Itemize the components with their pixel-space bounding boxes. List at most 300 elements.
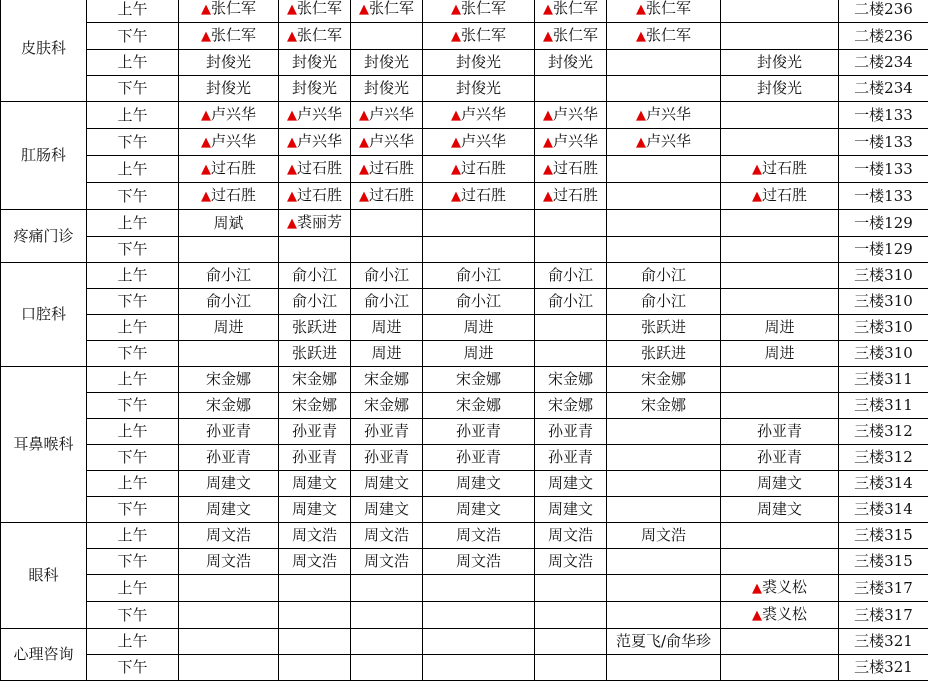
doctor-cell [535,76,607,102]
doctor-name: 过石胜 [461,159,506,177]
table-row [1,393,928,419]
doctor-name: 卢兴华 [461,132,506,150]
doctor-cell [279,367,351,393]
red-triangle-icon: ▲ [201,2,211,17]
doctor-name: 周进 [463,344,493,362]
doctor-name: 俞小江 [292,266,337,284]
doctor-name: 周文浩 [641,526,686,544]
doctor-cell [179,129,279,156]
room-cell: 三楼312 [839,445,928,471]
doctor-cell [721,237,839,263]
red-triangle-icon: ▲ [287,108,297,123]
red-triangle-icon: ▲ [201,108,211,123]
doctor-name: 过石胜 [461,186,506,204]
doctor-name: 周文浩 [292,526,337,544]
doctor-cell [351,602,423,629]
period-cell: 下午 [87,602,179,629]
doctor-cell [179,575,279,602]
doctor-cell [535,289,607,315]
doctor-name: 张仁军 [553,26,598,44]
doctor-cell [721,575,839,602]
doctor-name: 张仁军 [369,0,414,17]
doctor-name: 宋金娜 [292,370,337,388]
doctor-cell [179,50,279,76]
doctor-name: 俞小江 [548,266,593,284]
table-row [1,629,928,655]
doctor-cell [721,23,839,50]
doctor-cell [535,575,607,602]
doctor-cell [351,629,423,655]
doctor-cell [607,602,721,629]
table-row [1,315,928,341]
red-triangle-icon: ▲ [287,189,297,204]
doctor-name: 裘丽芳 [297,213,342,231]
doctor-cell [607,50,721,76]
doctor-name: 宋金娜 [641,396,686,414]
doctor-name: 周建文 [757,474,802,492]
doctor-cell [721,129,839,156]
doctor-name: 卢兴华 [297,132,342,150]
doctor-cell [279,237,351,263]
doctor-cell [607,23,721,50]
doctor-name: 封俊光 [206,79,251,97]
department-name: 疼痛门诊 [1,210,87,263]
doctor-name: 张仁军 [297,26,342,44]
doctor-cell [535,367,607,393]
doctor-cell [423,23,535,50]
table-row [1,0,928,23]
doctor-name: 张仁军 [461,26,506,44]
doctor-name: 宋金娜 [292,396,337,414]
doctor-name: 卢兴华 [553,132,598,150]
table-row [1,602,928,629]
doctor-name: 宋金娜 [364,396,409,414]
red-triangle-icon: ▲ [359,189,369,204]
room-cell: 二楼236 [839,23,928,50]
doctor-cell [179,655,279,681]
doctor-cell [423,102,535,129]
doctor-name: 周建文 [548,474,593,492]
period-cell: 上午 [87,315,179,341]
period-cell: 上午 [87,50,179,76]
doctor-cell [279,575,351,602]
department-name: 皮肤科 [1,0,87,102]
red-triangle-icon: ▲ [752,162,762,177]
doctor-cell [607,129,721,156]
doctor-cell [423,156,535,183]
doctor-name: 孙亚青 [456,422,501,440]
doctor-cell [351,315,423,341]
doctor-cell [607,419,721,445]
doctor-cell [607,523,721,549]
red-triangle-icon: ▲ [201,162,211,177]
doctor-cell [721,156,839,183]
doctor-cell [535,445,607,471]
doctor-cell [179,602,279,629]
doctor-name: 张跃进 [641,318,686,336]
doctor-cell [351,263,423,289]
table-row [1,50,928,76]
doctor-cell [423,315,535,341]
doctor-cell [721,393,839,419]
doctor-cell [179,0,279,23]
doctor-cell [179,341,279,367]
doctor-name: 周斌 [213,214,243,232]
doctor-name: 卢兴华 [646,105,691,123]
doctor-name: 宋金娜 [206,396,251,414]
table-row [1,183,928,210]
room-cell: 三楼310 [839,315,928,341]
room-cell: 三楼315 [839,523,928,549]
doctor-name: 封俊光 [757,79,802,97]
table-row [1,575,928,602]
doctor-cell [179,289,279,315]
doctor-name: 周建文 [456,500,501,518]
doctor-cell [535,471,607,497]
doctor-name: 宋金娜 [456,396,501,414]
table-row [1,367,928,393]
doctor-name: 裘义松 [762,605,807,623]
doctor-name: 孙亚青 [206,448,251,466]
doctor-name: 宋金娜 [641,370,686,388]
doctor-name: 过石胜 [211,186,256,204]
doctor-cell [179,102,279,129]
period-cell: 下午 [87,445,179,471]
doctor-cell [423,471,535,497]
doctor-name: 孙亚青 [292,422,337,440]
doctor-cell [179,393,279,419]
doctor-name: 范夏飞/俞华珍 [616,632,711,650]
doctor-cell [721,210,839,237]
room-cell: 三楼310 [839,263,928,289]
table-row [1,523,928,549]
period-cell: 下午 [87,393,179,419]
doctor-cell [535,523,607,549]
doctor-cell [423,289,535,315]
red-triangle-icon: ▲ [287,216,297,231]
doctor-cell [607,210,721,237]
doctor-cell [721,289,839,315]
doctor-name: 孙亚青 [206,422,251,440]
doctor-name: 卢兴华 [369,132,414,150]
period-cell: 上午 [87,0,179,23]
doctor-cell [535,156,607,183]
red-triangle-icon: ▲ [543,135,553,150]
table-row [1,102,928,129]
period-cell: 上午 [87,210,179,237]
doctor-cell [423,237,535,263]
doctor-name: 封俊光 [292,53,337,71]
red-triangle-icon: ▲ [451,29,461,44]
doctor-cell [423,523,535,549]
period-cell: 上午 [87,575,179,602]
doctor-cell [721,183,839,210]
doctor-cell [279,602,351,629]
doctor-name: 封俊光 [364,53,409,71]
doctor-name: 宋金娜 [456,370,501,388]
doctor-name: 孙亚青 [364,422,409,440]
doctor-name: 过石胜 [553,186,598,204]
red-triangle-icon: ▲ [287,2,297,17]
doctor-cell [351,471,423,497]
doctor-cell [535,263,607,289]
doctor-name: 卢兴华 [211,132,256,150]
doctor-cell [279,315,351,341]
period-cell: 上午 [87,156,179,183]
table-row [1,129,928,156]
doctor-cell [351,497,423,523]
doctor-name: 周进 [213,318,243,336]
doctor-name: 封俊光 [757,53,802,71]
doctor-cell [535,129,607,156]
doctor-name: 封俊光 [292,79,337,97]
doctor-name: 卢兴华 [369,105,414,123]
doctor-cell [721,629,839,655]
doctor-cell [423,655,535,681]
doctor-cell [279,655,351,681]
doctor-name: 周进 [764,318,794,336]
doctor-name: 俞小江 [641,266,686,284]
doctor-cell [423,129,535,156]
doctor-cell [721,471,839,497]
red-triangle-icon: ▲ [451,135,461,150]
doctor-name: 张跃进 [292,344,337,362]
period-cell: 下午 [87,289,179,315]
doctor-name: 周建文 [206,474,251,492]
red-triangle-icon: ▲ [287,162,297,177]
red-triangle-icon: ▲ [543,2,553,17]
room-cell: 三楼317 [839,602,928,629]
doctor-cell [279,523,351,549]
doctor-name: 周建文 [548,500,593,518]
doctor-cell [279,76,351,102]
doctor-cell [279,102,351,129]
doctor-cell [179,315,279,341]
doctor-cell [423,50,535,76]
room-cell: 三楼314 [839,471,928,497]
doctor-cell [721,50,839,76]
department-name: 耳鼻喉科 [1,367,87,523]
doctor-name: 过石胜 [297,159,342,177]
red-triangle-icon: ▲ [636,108,646,123]
doctor-name: 宋金娜 [364,370,409,388]
doctor-cell [423,575,535,602]
red-triangle-icon: ▲ [359,2,369,17]
doctor-cell [721,497,839,523]
doctor-cell [279,0,351,23]
doctor-cell [607,549,721,575]
doctor-cell [179,419,279,445]
doctor-cell [351,523,423,549]
doctor-name: 过石胜 [553,159,598,177]
red-triangle-icon: ▲ [201,29,211,44]
doctor-cell [721,655,839,681]
doctor-cell [351,655,423,681]
doctor-cell [535,497,607,523]
doctor-name: 俞小江 [292,292,337,310]
table-row [1,76,928,102]
doctor-cell [279,497,351,523]
doctor-name: 孙亚青 [548,422,593,440]
doctor-cell [423,497,535,523]
doctor-name: 宋金娜 [548,396,593,414]
period-cell: 下午 [87,497,179,523]
doctor-cell [423,445,535,471]
doctor-cell [607,471,721,497]
doctor-cell [535,655,607,681]
doctor-cell [179,497,279,523]
doctor-cell [351,0,423,23]
doctor-name: 周文浩 [548,526,593,544]
table-row [1,210,928,237]
doctor-cell [423,419,535,445]
room-cell: 三楼315 [839,549,928,575]
doctor-cell [423,210,535,237]
doctor-cell [351,210,423,237]
doctor-cell [607,289,721,315]
doctor-cell [179,23,279,50]
doctor-cell [607,655,721,681]
red-triangle-icon: ▲ [543,189,553,204]
doctor-cell [423,393,535,419]
doctor-cell [607,629,721,655]
room-cell: 一楼133 [839,102,928,129]
doctor-cell [535,0,607,23]
room-cell: 一楼133 [839,183,928,210]
table-row [1,23,928,50]
doctor-cell [607,156,721,183]
doctor-name: 封俊光 [364,79,409,97]
doctor-name: 孙亚青 [757,422,802,440]
red-triangle-icon: ▲ [543,162,553,177]
doctor-cell [423,367,535,393]
doctor-name: 张仁军 [211,0,256,17]
schedule-body [1,0,928,681]
doctor-cell [607,237,721,263]
doctor-cell [423,263,535,289]
doctor-cell [607,76,721,102]
room-cell: 三楼314 [839,497,928,523]
doctor-cell [179,210,279,237]
doctor-name: 孙亚青 [757,448,802,466]
doctor-cell [351,23,423,50]
doctor-name: 过石胜 [211,159,256,177]
red-triangle-icon: ▲ [287,135,297,150]
doctor-cell [535,210,607,237]
doctor-cell [279,156,351,183]
doctor-name: 周建文 [757,500,802,518]
room-cell: 三楼310 [839,341,928,367]
table-row [1,471,928,497]
doctor-cell [351,289,423,315]
doctor-name: 卢兴华 [461,105,506,123]
doctor-cell [351,237,423,263]
doctor-cell [721,76,839,102]
doctor-cell [721,367,839,393]
doctor-name: 周文浩 [456,552,501,570]
doctor-cell [607,575,721,602]
doctor-cell [351,445,423,471]
room-cell: 三楼321 [839,655,928,681]
doctor-cell [351,129,423,156]
doctor-name: 周文浩 [206,526,251,544]
room-cell: 二楼234 [839,50,928,76]
room-cell: 三楼317 [839,575,928,602]
period-cell: 上午 [87,367,179,393]
doctor-name: 俞小江 [456,292,501,310]
doctor-cell [721,445,839,471]
red-triangle-icon: ▲ [359,108,369,123]
doctor-cell [351,156,423,183]
department-name: 眼科 [1,523,87,629]
doctor-name: 周建文 [292,474,337,492]
doctor-cell [279,629,351,655]
period-cell: 上午 [87,102,179,129]
doctor-cell [423,341,535,367]
doctor-cell [279,23,351,50]
doctor-cell [607,183,721,210]
period-cell: 下午 [87,76,179,102]
room-cell: 三楼311 [839,367,928,393]
room-cell: 三楼321 [839,629,928,655]
doctor-name: 俞小江 [456,266,501,284]
red-triangle-icon: ▲ [451,108,461,123]
doctor-name: 俞小江 [364,266,409,284]
red-triangle-icon: ▲ [451,162,461,177]
doctor-name: 张仁军 [646,26,691,44]
doctor-name: 周建文 [364,500,409,518]
doctor-cell [607,263,721,289]
doctor-cell [607,497,721,523]
doctor-name: 卢兴华 [646,132,691,150]
doctor-name: 裘义松 [762,578,807,596]
doctor-name: 周建文 [292,500,337,518]
doctor-name: 周文浩 [548,552,593,570]
doctor-name: 周建文 [456,474,501,492]
doctor-cell [535,549,607,575]
period-cell: 下午 [87,129,179,156]
doctor-cell [279,445,351,471]
doctor-name: 周文浩 [364,552,409,570]
doctor-name: 张仁军 [211,26,256,44]
doctor-cell [351,50,423,76]
period-cell: 下午 [87,237,179,263]
doctor-cell [721,419,839,445]
doctor-cell [607,102,721,129]
doctor-name: 张仁军 [553,0,598,17]
table-row [1,156,928,183]
doctor-name: 张跃进 [292,318,337,336]
doctor-cell [423,549,535,575]
department-name: 肛肠科 [1,102,87,210]
doctor-cell [179,237,279,263]
doctor-cell [607,315,721,341]
doctor-name: 封俊光 [548,53,593,71]
red-triangle-icon: ▲ [287,29,297,44]
doctor-name: 过石胜 [297,186,342,204]
doctor-cell [351,76,423,102]
doctor-cell [535,237,607,263]
doctor-cell [279,419,351,445]
red-triangle-icon: ▲ [451,2,461,17]
red-triangle-icon: ▲ [636,2,646,17]
doctor-cell [423,629,535,655]
doctor-cell [279,289,351,315]
doctor-cell [535,183,607,210]
doctor-name: 封俊光 [456,79,501,97]
doctor-name: 孙亚青 [548,448,593,466]
period-cell: 下午 [87,549,179,575]
